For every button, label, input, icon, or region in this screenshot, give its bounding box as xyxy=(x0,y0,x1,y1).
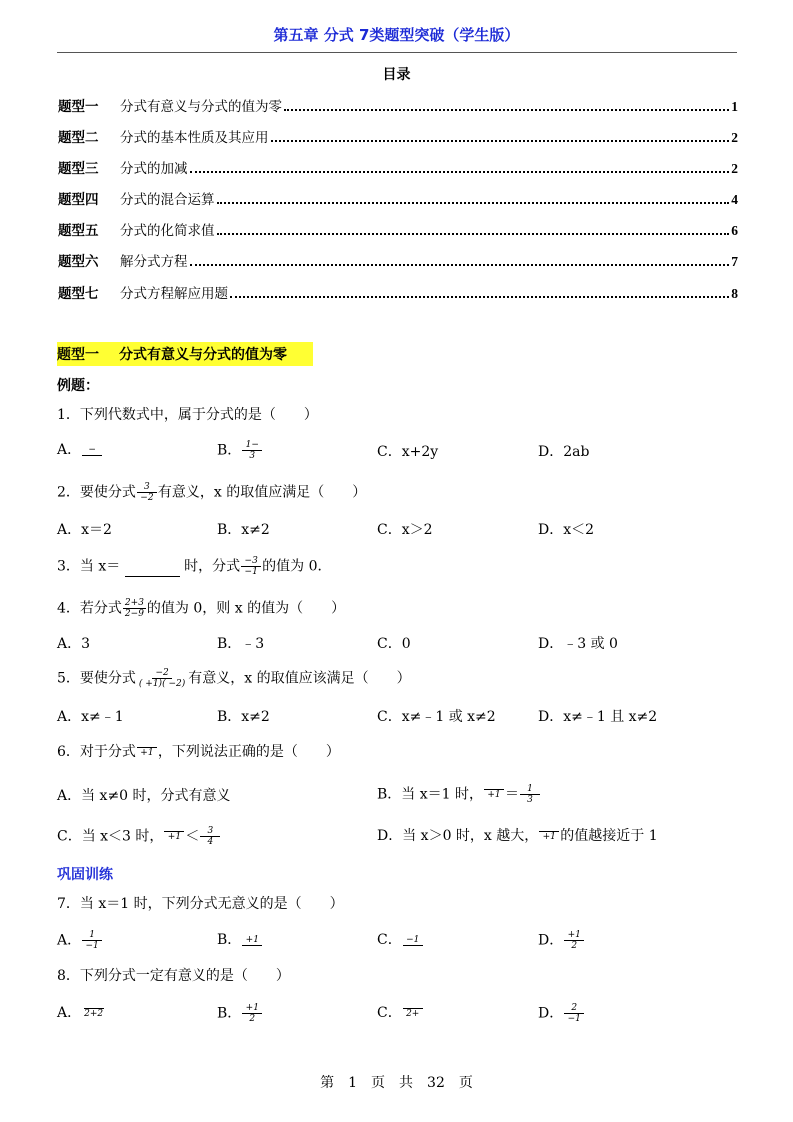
fraction: −1 xyxy=(403,935,423,946)
fraction: $\frac{+1}{2}$ xyxy=(564,930,584,951)
question-7-stem: 7．当 x＝1 时，下列分式无意义的是（ ） xyxy=(57,896,344,912)
question-3-stem: 3．当 x＝ 时，分式 $\frac{-3}{-1}$ 的值为 0． xyxy=(57,556,332,577)
question-2-stem: 2．要使分式 $\frac{3}{-2}$ 有意义，x 的取值应满足（ ） xyxy=(57,482,367,503)
toc-leader-dots xyxy=(217,233,730,235)
q6-option-c: C．当 x＜3 时， +1 ＜ $\frac{3}{4}$ xyxy=(57,826,221,847)
fraction: $\frac{2+3}{2-9}$ xyxy=(124,598,144,619)
toc-item-page: 2 xyxy=(731,161,738,176)
q7-option-d: D． $\frac{+1}{2}$ xyxy=(538,930,585,951)
toc-item-5[interactable] xyxy=(58,219,738,239)
fraction: +1 xyxy=(164,831,184,842)
fraction: $\frac{1}{-1}$ xyxy=(82,930,102,951)
q8-option-b: B． $\frac{+1}{2}$ xyxy=(217,1003,263,1024)
q4-option-b: B．﹣3 xyxy=(217,636,265,652)
toc-item-label: 题型一 xyxy=(58,99,99,115)
fraction: 2+ xyxy=(403,1008,423,1019)
toc-item-label: 题型五 xyxy=(58,223,99,239)
q8-option-c: C． 2+ xyxy=(377,1003,424,1023)
fraction: − xyxy=(82,445,102,456)
toc-leader-dots xyxy=(190,264,730,266)
q5-option-a: A．x≠﹣1 xyxy=(57,709,124,725)
q6-option-d: D．当 x＞0 时，x 越大， +1 的值越接近于 1 xyxy=(377,828,658,844)
q4-option-a: A．3 xyxy=(57,636,91,652)
fraction: +1 xyxy=(539,831,559,842)
toc-leader-dots xyxy=(190,171,730,173)
toc-item-7[interactable] xyxy=(58,282,738,302)
q1-option-c: C．x+2y xyxy=(377,444,439,460)
toc-leader-dots xyxy=(271,140,730,142)
section-label: 题型一 xyxy=(57,347,99,363)
toc-item-text: 分式有意义与分式的值为零 xyxy=(120,99,282,115)
toc-item-page: 4 xyxy=(731,192,738,207)
toc-leader-dots xyxy=(217,202,730,204)
toc-item-label: 题型四 xyxy=(58,192,99,208)
toc-leader-dots xyxy=(284,109,729,111)
answer-blank[interactable] xyxy=(125,562,180,577)
fraction: +1 xyxy=(137,747,157,758)
fraction: $\frac{1-}{3}$ xyxy=(242,440,262,461)
q1-option-d: D．2ab xyxy=(538,444,590,460)
example-heading: 例题： xyxy=(57,378,99,394)
q2-option-a: A．x＝2 xyxy=(57,522,112,538)
fraction: $\frac{-2}{( +1)( -2)}$ xyxy=(138,668,186,689)
q1-option-a: A． − xyxy=(57,440,103,460)
toc-item-text: 解分式方程 xyxy=(120,254,188,270)
toc-item-4[interactable] xyxy=(58,188,738,208)
toc-leader-dots xyxy=(230,296,729,298)
toc-item-6[interactable] xyxy=(58,250,738,270)
q4-option-d: D．﹣3 或 0 xyxy=(538,636,618,652)
toc-item-text: 分式的化简求值 xyxy=(120,223,215,239)
toc-title: 目录 xyxy=(382,67,411,83)
question-1-stem: 1．下列代数式中，属于分式的是（ ） xyxy=(57,407,318,423)
toc-item-3[interactable] xyxy=(58,157,738,177)
fraction: $\frac{-3}{-1}$ xyxy=(241,556,261,577)
question-8-stem: 8．下列分式一定有意义的是（ ） xyxy=(57,968,290,984)
q1-option-b: B． $\frac{1-}{3}$ xyxy=(217,440,263,461)
question-4-stem: 4．若分式 $\frac{2+3}{2-9}$ 的值为 0，则 x 的值为（ ） xyxy=(57,598,346,619)
toc-item-label: 题型二 xyxy=(58,130,99,146)
toc-item-label: 题型七 xyxy=(58,286,99,302)
q6-option-b: B．当 x＝1 时， +1 ＝ $\frac{1}{3}$ xyxy=(377,784,541,805)
fraction: $\frac{3}{-2}$ xyxy=(137,482,157,503)
q7-option-a: A． $\frac{1}{-1}$ xyxy=(57,930,103,951)
toc-item-page: 6 xyxy=(731,223,738,238)
toc-item-text: 分式方程解应用题 xyxy=(120,286,228,302)
toc-item-page: 7 xyxy=(731,254,738,269)
q2-option-c: C．x＞2 xyxy=(377,522,433,538)
fraction: $\frac{2}{-1}$ xyxy=(564,1003,584,1024)
toc-item-1[interactable] xyxy=(58,95,738,115)
q5-option-b: B．x≠2 xyxy=(217,709,270,725)
toc-item-page: 2 xyxy=(731,130,738,145)
toc-item-text: 分式的混合运算 xyxy=(120,192,215,208)
fraction: 2+2 xyxy=(84,1008,104,1019)
q2-option-d: D．x＜2 xyxy=(538,522,595,538)
toc-item-2[interactable] xyxy=(58,126,738,146)
fraction: $\frac{+1}{2}$ xyxy=(242,1003,262,1024)
q7-option-b: B． +1 xyxy=(217,930,263,950)
q2-option-b: B．x≠2 xyxy=(217,522,270,538)
fraction: +1 xyxy=(242,935,262,946)
toc-item-page: 1 xyxy=(731,99,738,114)
toc-item-page: 8 xyxy=(731,286,738,301)
q8-option-d: D． $\frac{2}{-1}$ xyxy=(538,1003,585,1024)
page-footer: 第 1 页 共 32 页 xyxy=(320,1075,473,1091)
question-6-stem: 6．对于分式 +1 ，下列说法正确的是（ ） xyxy=(57,744,340,760)
q8-option-a: A． 2+2 xyxy=(57,1005,104,1021)
fraction: +1 xyxy=(484,789,504,800)
toc-item-label: 题型三 xyxy=(58,161,99,177)
section-heading xyxy=(57,342,313,366)
toc-item-text: 分式的基本性质及其应用 xyxy=(120,130,269,146)
q7-option-c: C． −1 xyxy=(377,930,424,950)
toc-item-text: 分式的加减 xyxy=(120,161,188,177)
fraction: $\frac{3}{4}$ xyxy=(200,826,220,847)
q6-option-a: A．当 x≠0 时，分式有意义 xyxy=(57,788,231,804)
fraction: $\frac{1}{3}$ xyxy=(520,784,540,805)
question-5-stem: 5．要使分式 $\frac{-2}{( +1)( -2)}$ 有意义，x 的取值应该满足（ ） xyxy=(57,668,411,689)
q5-option-c: C．x≠﹣1 或 x≠2 xyxy=(377,709,496,725)
document-title: 第五章 分式 7类题型突破（学生版） xyxy=(273,26,520,44)
toc-item-label: 题型六 xyxy=(58,254,99,270)
q5-option-d: D．x≠﹣1 且 x≠2 xyxy=(538,709,658,725)
q4-option-c: C．0 xyxy=(377,636,411,652)
section-title: 分式有意义与分式的值为零 xyxy=(119,347,287,363)
header-divider xyxy=(57,52,737,53)
practice-heading: 巩固训练 xyxy=(57,867,113,883)
